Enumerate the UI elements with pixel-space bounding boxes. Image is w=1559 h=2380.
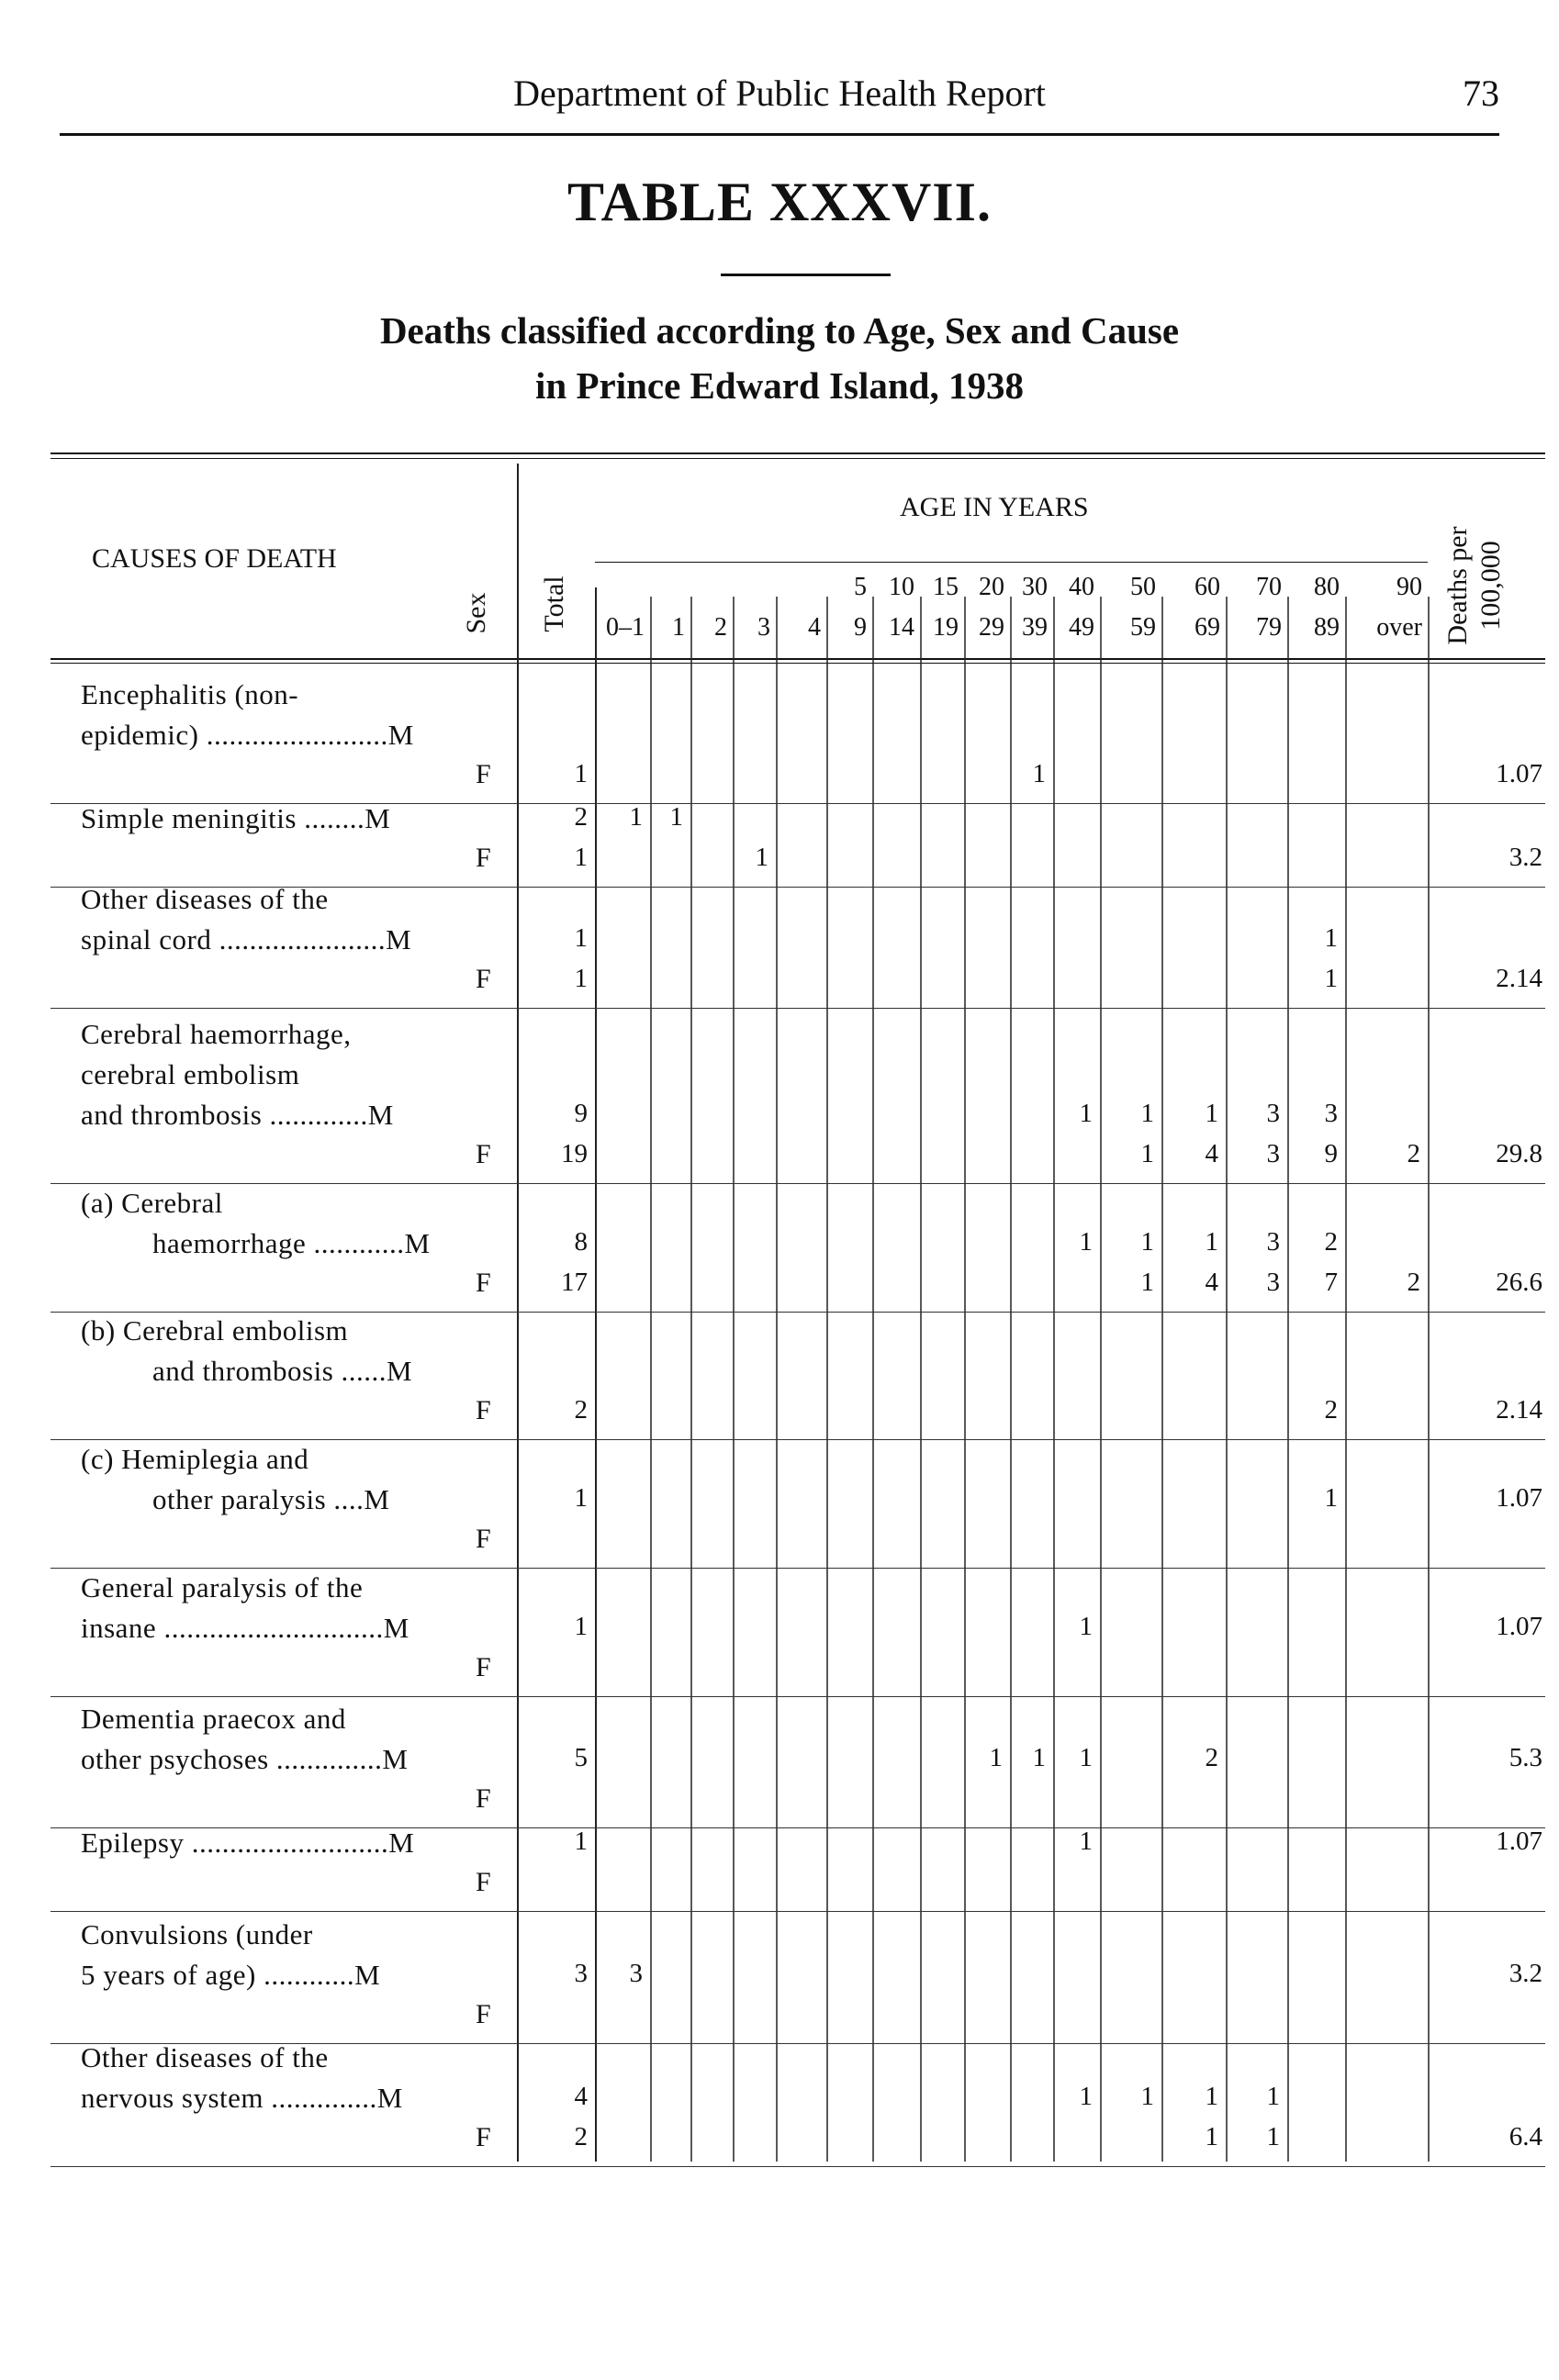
age-cell-female: 2	[1324, 1395, 1338, 1425]
age-cell-male: 1	[1205, 1227, 1218, 1257]
age-cell-male: 1	[1140, 2082, 1154, 2111]
total-female: 1	[574, 759, 588, 788]
cause-label: other paralysis ....M	[152, 1483, 390, 1515]
total-header: Total	[539, 575, 569, 632]
age-cell-male: 1	[1205, 2082, 1218, 2111]
page-number: 73	[1463, 73, 1499, 114]
cause-label: (b) Cerebral embolism	[81, 1314, 349, 1346]
sex-f-marker: F	[476, 1783, 491, 1814]
total-female: 1	[574, 843, 588, 872]
row-group-rule	[50, 1696, 1545, 1697]
age-cell-male: 1	[1324, 1483, 1338, 1513]
total-male: 2	[574, 802, 588, 832]
sex-f-marker: F	[476, 843, 491, 873]
death-rate: 6.4	[1509, 2122, 1542, 2151]
age-group-bottom: 9	[854, 613, 867, 642]
sex-f-marker: F	[476, 1268, 491, 1298]
age-cell-female: 3	[1266, 1268, 1280, 1297]
age-cell-female: 7	[1324, 1268, 1338, 1297]
age-group-top: 40	[1069, 573, 1094, 601]
row-group-rule	[50, 1312, 1545, 1313]
age-cell-female: 1	[755, 843, 768, 872]
age-group-bottom: 4	[808, 613, 821, 642]
cause-label: and thrombosis ......M	[152, 1355, 413, 1387]
sex-total-divider	[517, 464, 519, 2162]
table-subtitle-line2: in Prince Edward Island, 1938	[535, 364, 1024, 407]
age-column-divider	[1100, 597, 1102, 2162]
total-male: 8	[574, 1227, 588, 1257]
age-cell-male: 1	[989, 1743, 1003, 1772]
age-cell-female: 1	[1324, 964, 1338, 993]
age-group-top: 15	[933, 573, 959, 601]
age-group-top: 20	[979, 573, 1004, 601]
age-cell-male: 2	[1205, 1743, 1218, 1772]
age-cell-male: 3	[1324, 1099, 1338, 1128]
age-group-top: 5	[854, 573, 867, 601]
death-rate: 29.8	[1496, 1139, 1542, 1168]
death-rate: 2.14	[1496, 1395, 1542, 1425]
death-rate: 5.3	[1509, 1743, 1542, 1772]
age-group-bottom: 49	[1069, 613, 1094, 642]
age-column-divider	[1428, 597, 1430, 2162]
total-male: 3	[574, 1959, 588, 1988]
age-group-top: 90	[1396, 573, 1422, 601]
age-group-top: 30	[1022, 573, 1048, 601]
age-cell-male: 3	[1266, 1227, 1280, 1257]
row-group-rule	[50, 2166, 1545, 2167]
cause-label: epidemic) ........................M	[81, 719, 414, 751]
sex-f-marker: F	[476, 1139, 491, 1169]
cause-label: 5 years of age) ............M	[81, 1959, 381, 1991]
cause-label: haemorrhage ............M	[152, 1227, 431, 1259]
age-cell-male: 1	[1079, 2082, 1093, 2111]
row-group-rule	[50, 1008, 1545, 1009]
total-female: 19	[561, 1139, 588, 1168]
age-cell-male: 1	[1079, 1099, 1093, 1128]
age-column-divider	[776, 597, 778, 2162]
sex-f-marker: F	[476, 1524, 491, 1554]
death-rate: 1.07	[1496, 1612, 1542, 1641]
causes-of-death-header: CAUSES OF DEATH	[92, 543, 337, 574]
total-male: 9	[574, 1099, 588, 1128]
age-group-bottom: 79	[1256, 613, 1282, 642]
total-female: 1	[574, 964, 588, 993]
age-cell-male: 3	[1266, 1099, 1280, 1128]
cause-label: Dementia praecox and	[81, 1703, 346, 1735]
age-cell-female: 2	[1407, 1139, 1420, 1168]
age-column-divider	[1161, 597, 1163, 2162]
age-cell-male: 1	[1079, 1827, 1093, 1856]
age-cell-male: 1	[1032, 1743, 1046, 1772]
cause-label: (a) Cerebral	[81, 1187, 223, 1219]
death-rate: 1.07	[1496, 1483, 1542, 1513]
age-group-bottom: 19	[933, 613, 959, 642]
age-cell-male: 1	[1140, 1099, 1154, 1128]
table-subtitle-line1: Deaths classified according to Age, Sex and Cause	[379, 309, 1180, 352]
sex-f-marker: F	[476, 759, 491, 789]
age-group-bottom: 3	[757, 613, 770, 642]
age-group-top: 60	[1194, 573, 1220, 601]
cause-label: Simple meningitis ........M	[81, 802, 391, 834]
age-column-divider	[872, 597, 874, 2162]
age-group-bottom: 39	[1022, 613, 1048, 642]
age-cell-male: 1	[1079, 1743, 1093, 1772]
death-rate: 1.07	[1496, 759, 1542, 788]
age-cell-female: 1	[1205, 2122, 1218, 2151]
age-cell-male: 3	[629, 1959, 643, 1988]
age-cell-female: 3	[1266, 1139, 1280, 1168]
age-column-divider	[964, 597, 966, 2162]
age-cell-male: 1	[1079, 1612, 1093, 1641]
death-rate: 26.6	[1496, 1268, 1542, 1297]
age-group-bottom: over	[1376, 613, 1422, 642]
row-group-rule	[50, 1183, 1545, 1184]
age-group-bottom: 29	[979, 613, 1004, 642]
table-title: TABLE XXXVII.	[567, 172, 992, 232]
table-top-rule-2	[50, 458, 1545, 459]
age-cell-female: 1	[1266, 2122, 1280, 2151]
cause-label: Other diseases of the	[81, 2041, 329, 2073]
age-cell-male: 2	[1324, 1227, 1338, 1257]
death-rate: 2.14	[1496, 964, 1542, 993]
age-cell-male: 1	[1205, 1099, 1218, 1128]
age-group-bottom: 89	[1314, 613, 1340, 642]
table-top-rule	[50, 453, 1545, 454]
death-rate: 3.2	[1509, 843, 1542, 872]
cause-label: Encephalitis (non-	[81, 678, 299, 710]
age-column-divider	[1010, 597, 1012, 2162]
age-cell-male: 1	[1140, 1227, 1154, 1257]
age-cell-male: 1	[629, 802, 643, 832]
total-female: 2	[574, 2122, 588, 2151]
age-header-rule	[595, 562, 1428, 563]
age-cell-female: 1	[1140, 1268, 1154, 1297]
age-cell-male: 1	[1079, 1227, 1093, 1257]
total-female: 17	[561, 1268, 588, 1297]
age-group-top: 70	[1256, 573, 1282, 601]
cause-label: General paralysis of the	[81, 1571, 364, 1603]
row-group-rule	[50, 1568, 1545, 1569]
age-column-divider	[733, 597, 735, 2162]
total-male: 1	[574, 1483, 588, 1513]
age-group-top: 10	[889, 573, 914, 601]
age-column-divider	[1287, 597, 1289, 2162]
cause-label: cerebral embolism	[81, 1058, 300, 1090]
cause-label: other psychoses ..............M	[81, 1743, 409, 1775]
cause-label: spinal cord ......................M	[81, 923, 412, 955]
death-rate: 3.2	[1509, 1959, 1542, 1988]
age-group-bottom: 14	[889, 613, 914, 642]
header-bottom-rule	[50, 658, 1545, 660]
sex-f-marker: F	[476, 964, 491, 994]
age-group-top: 80	[1314, 573, 1340, 601]
running-head: Department of Public Health Report	[513, 73, 1046, 114]
cause-label: Epilepsy ..........................M	[81, 1827, 415, 1859]
age-cell-male: 1	[1266, 2082, 1280, 2111]
total-female: 2	[574, 1395, 588, 1425]
age-cell-male: 1	[1324, 923, 1338, 953]
age-column-divider	[826, 597, 828, 2162]
age-cell-female: 1	[1032, 759, 1046, 788]
total-male: 1	[574, 1827, 588, 1856]
age-cell-male: 1	[669, 802, 683, 832]
sex-f-marker: F	[476, 1867, 491, 1897]
cause-label: Cerebral haemorrhage,	[81, 1018, 352, 1050]
age-group-bottom: 0–1	[606, 613, 645, 642]
row-group-rule	[50, 1439, 1545, 1440]
age-group-top: 50	[1130, 573, 1156, 601]
age-column-divider	[690, 597, 692, 2162]
age-cell-female: 9	[1324, 1139, 1338, 1168]
age-group-bottom: 69	[1194, 613, 1220, 642]
age-column-divider	[920, 597, 922, 2162]
age-column-divider	[1345, 597, 1347, 2162]
cause-label: Convulsions (under	[81, 1918, 313, 1950]
age-in-years-header: AGE IN YEARS	[900, 492, 1089, 522]
deaths-per-100000-header: Deaths per 100,000	[1442, 526, 1506, 645]
cause-label: nervous system ..............M	[81, 2082, 403, 2114]
sex-f-marker: F	[476, 1999, 491, 2029]
age-group-bottom: 1	[672, 613, 685, 642]
age-cell-female: 4	[1205, 1268, 1218, 1297]
sex-f-marker: F	[476, 2122, 491, 2152]
total-male: 4	[574, 2082, 588, 2111]
cause-label: and thrombosis .............M	[81, 1099, 394, 1131]
age-cell-female: 4	[1205, 1139, 1218, 1168]
age-group-bottom: 2	[714, 613, 727, 642]
row-group-rule	[50, 1911, 1545, 1912]
sex-header: Sex	[461, 592, 491, 634]
age-group-bottom: 59	[1130, 613, 1156, 642]
cause-label: Other diseases of the	[81, 883, 329, 915]
total-male: 1	[574, 923, 588, 953]
age-column-divider	[1053, 597, 1055, 2162]
header-bottom-rule-2	[50, 663, 1545, 664]
age-cell-female: 1	[1140, 1139, 1154, 1168]
age-column-divider	[1226, 597, 1228, 2162]
sex-f-marker: F	[476, 1652, 491, 1682]
cause-label: (c) Hemiplegia and	[81, 1443, 309, 1475]
age-cell-female: 2	[1407, 1268, 1420, 1297]
sex-f-marker: F	[476, 1395, 491, 1425]
death-rate: 1.07	[1496, 1827, 1542, 1856]
total-male: 5	[574, 1743, 588, 1772]
total-male: 1	[574, 1612, 588, 1641]
cause-label: insane .............................M	[81, 1612, 409, 1644]
